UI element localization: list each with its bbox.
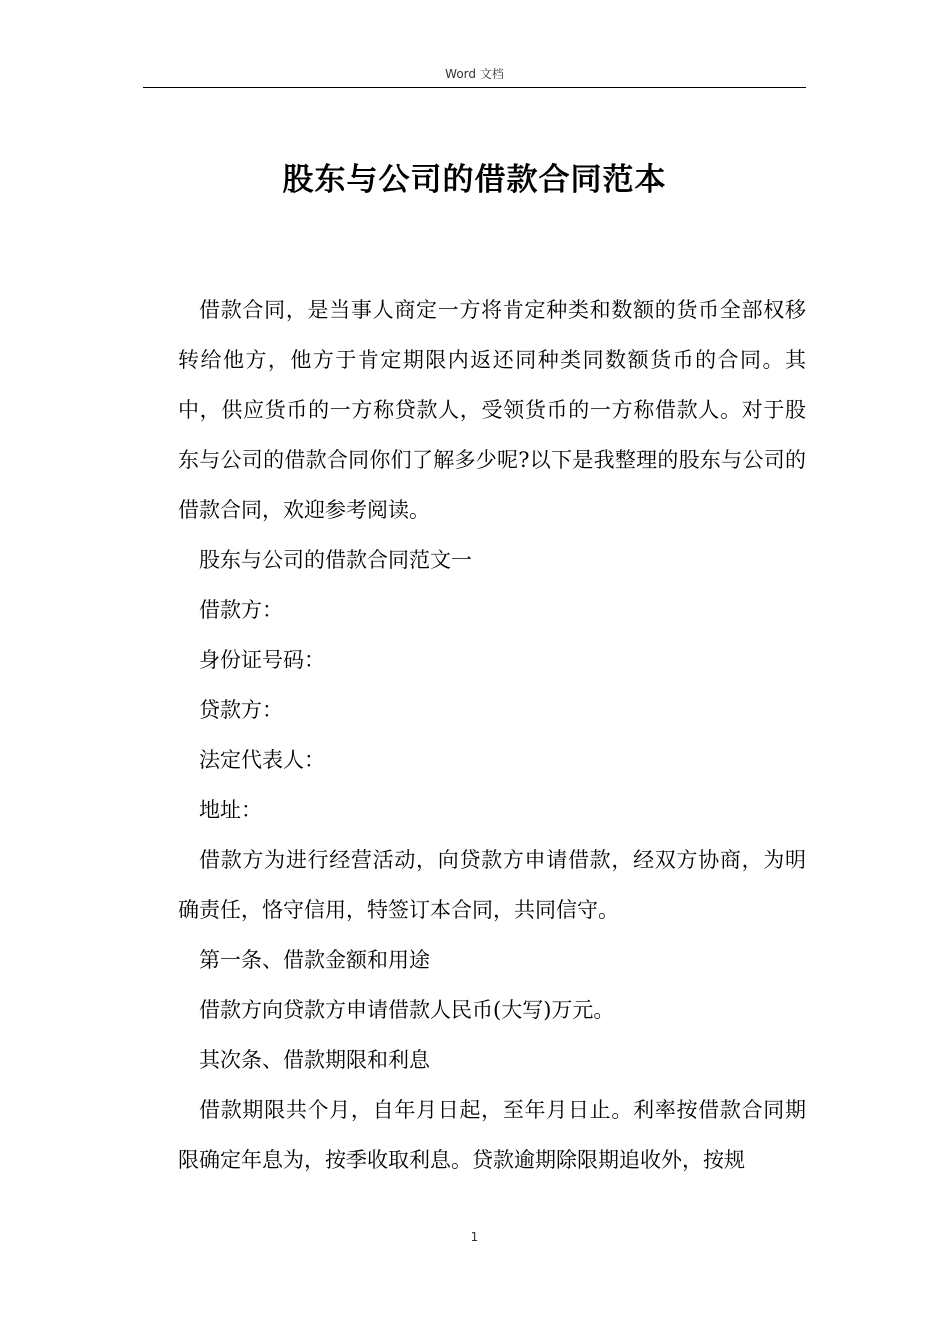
paragraph-lender: 贷款方：	[199, 698, 283, 722]
page-number: 1	[470, 1230, 479, 1244]
document-body	[178, 285, 806, 1185]
paragraph-preamble: 借款方为进行经营活动，向贷款方申请借款，经双方协商，为明确责任，恪守信用，特签订本合同，共同信守。	[178, 848, 806, 922]
paragraph-legal-rep: 法定代表人：	[199, 748, 325, 772]
paragraph-address: 地址：	[199, 798, 262, 822]
paragraph-intro: 借款合同，是当事人商定一方将肯定种类和数额的货币全部权移转给他方，他方于肯定期限内返还同种类同数额货币的合同。其中，供应货币的一方称贷款人，受领货币的一方称借款人。对于股东与公司的借款合同你们了解多少呢?以下是我整理的股东与公司的借款合同，欢迎参考阅读。	[178, 298, 806, 522]
paragraph-article-1-body: 借款方向贷款方申请借款人民币(大写)万元。	[199, 998, 615, 1022]
paragraph-article-1-heading: 第一条、借款金额和用途	[199, 948, 430, 972]
paragraph-borrower: 借款方：	[199, 598, 283, 622]
page-header-label: Word 文档	[445, 67, 504, 81]
paragraph-id-number: 身份证号码：	[199, 648, 325, 672]
document-title: 股东与公司的借款合同范本	[282, 162, 667, 198]
paragraph-section-heading: 股东与公司的借款合同范文一	[199, 548, 472, 572]
header-divider	[143, 87, 806, 88]
paragraph-article-2-heading: 其次条、借款期限和利息	[199, 1048, 430, 1072]
paragraph-article-2-body: 借款期限共个月，自年月日起，至年月日止。利率按借款合同期限确定年息为，按季收取利息。贷款逾期除限期追收外，按规	[178, 1098, 806, 1172]
